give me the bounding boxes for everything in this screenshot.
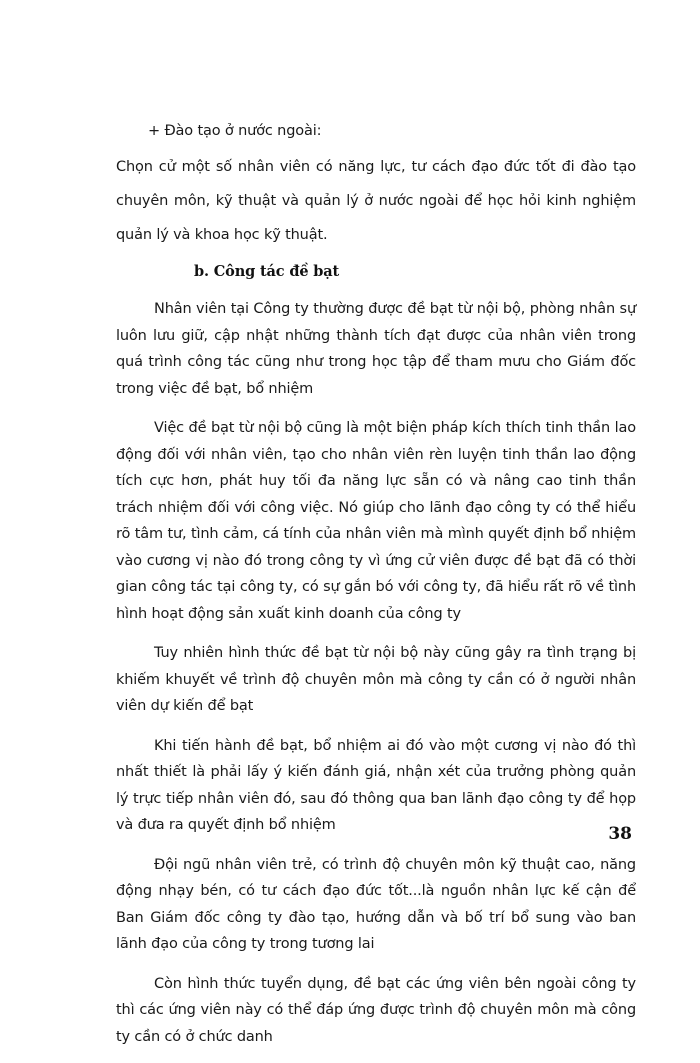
intro-paragraph: Chọn cử một số nhân viên có năng lực, tư cách đạo đức tốt đi đào tạo chuyên môn, kỹ thuật và quản lý ở nước ngoài để học hỏi kinh nghiệm quản lý và khoa học kỹ thuật.	[116, 159, 636, 243]
paragraph: Tuy nhiên hình thức đề bạt từ nội bộ này cũng gây ra tình trạng bị khiếm khuyết về trình độ chuyên môn mà công ty cần có ở người nhân viên dự kiến để bạt	[116, 645, 636, 714]
page-body	[116, 118, 636, 1063]
paragraph: Khi tiến hành đề bạt, bổ nhiệm ai đó vào một cương vị nào đó thì nhất thiết là phải lấy ý kiến đánh giá, nhận xét của trưởng phòng quản lý trực tiếp nhân viên đó, sau đó thông qua ban lãnh đạo công ty để họp và đưa ra quyết định bổ nhiệm	[116, 737, 636, 833]
section-heading: b. Công tác đề bạt	[194, 263, 340, 280]
paragraph: Đội ngũ nhân viên trẻ, có trình độ chuyên môn kỹ thuật cao, năng động nhạy bén, có tư cách đạo đức tốt...là nguồn nhân lực kế cận để Ban Giám đốc công ty đào tạo, hướng dẫn và bố trí bổ sung vào ban lãnh đạo của công ty trong tương lai	[116, 856, 636, 952]
page-number: 38	[608, 824, 632, 844]
paragraph: Việc đề bạt từ nội bộ cũng là một biện pháp kích thích tinh thần lao động đối với nhân viên, tạo cho nhân viên rèn luyện tinh thần lao động tích cực hơn, phát huy tối đa năng lực sẵn có và nâng cao tinh thần trách nhiệm đối với công việc. Nó giúp cho lãnh đạo công ty có thể hiểu rõ tâm tư, tình cảm, cá tính của nhân viên mà mình quyết định bổ nhiệm vào cương vị nào đó trong công ty vì ứng cử viên được đề bạt đã có thời gian công tác tại công ty, có sự gắn bó với công ty, đã hiểu rất rõ về tình hình hoạt động sản xuất kinh doanh của công ty	[116, 420, 636, 622]
paragraph: Còn hình thức tuyển dụng, đề bạt các ứng viên bên ngoài công ty thì các ứng viên này có thể đáp ứng được trình độ chuyên môn mà công ty cần có ở chức danh	[116, 975, 636, 1045]
bullet-item: + Đào tạo ở nước ngoài:	[148, 123, 322, 139]
paragraph: Nhân viên tại Công ty thường được đề bạt từ nội bộ, phòng nhân sự luôn lưu giữ, cập nhật những thành tích đạt được của nhân viên trong quá trình công tác cũng như trong học tập để tham mưu cho Giám đốc trong việc đề bạt, bổ nhiệm	[116, 301, 636, 397]
